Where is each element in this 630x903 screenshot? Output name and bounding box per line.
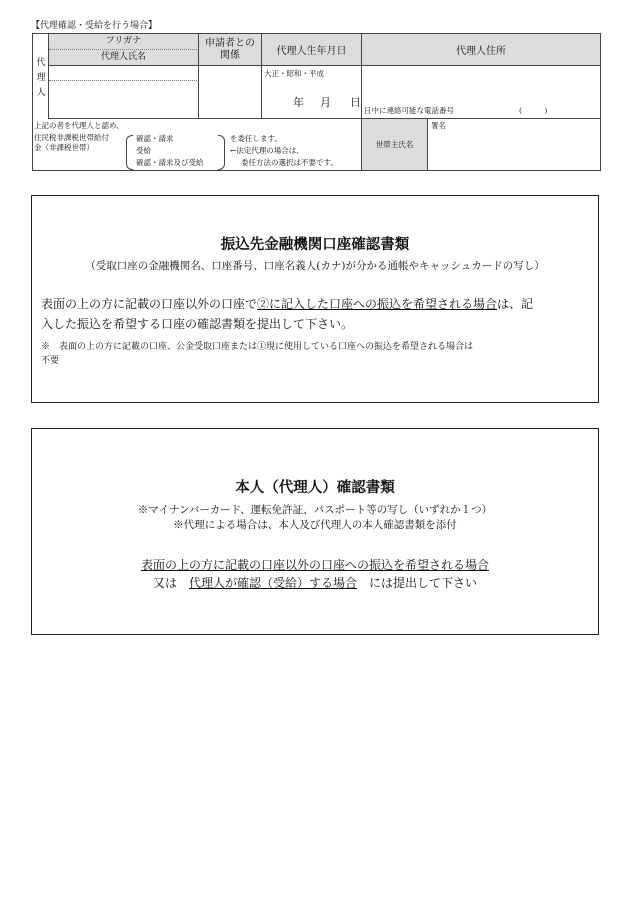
birthdate-input[interactable]: [262, 66, 362, 119]
era-options: 大正・昭和・平成: [264, 69, 324, 78]
side-char-1: 代: [36, 58, 46, 68]
delegation-line: 上記の者を代理人と認め、: [34, 121, 124, 130]
bank-box-body-line-2: 入した振込を希望する口座の確認書類を提出して下さい。: [41, 317, 354, 331]
condition-1: 表面の上の方に記載の口座以外の口座への振込を希望される場合: [140, 558, 489, 572]
month-unit: 月: [320, 96, 331, 109]
option-receive[interactable]: 受給: [136, 146, 151, 155]
delegate-text-3: 委任方法の選択は不要です。: [241, 158, 338, 167]
year-unit: 年: [293, 96, 304, 109]
id-box-condition-2: [32, 574, 598, 591]
bank-box-body-line-1: [41, 295, 533, 312]
relation-input[interactable]: [199, 66, 262, 119]
left-brace: [126, 135, 133, 170]
right-brace: [218, 135, 225, 170]
condition-2: 代理人が確認（受給）する場合: [188, 576, 357, 590]
relation-line-2: 関係: [220, 50, 240, 61]
bank-box-note-line-1: ※ 表面の上の方に記載の口座、公金受取口座または①現に使用している口座への振込を希望される場合は: [41, 342, 474, 352]
bank-box-subtitle: （受取口座の金融機関名、口座番号、口座名義人(カナ)が分かる通帳やキャッシュカードの写し）: [85, 260, 545, 272]
phone-label: 日中に連絡可能な電話番号: [364, 106, 454, 115]
agent-side-cell: [33, 34, 49, 119]
body-after: は、記: [497, 297, 534, 311]
delegate-text-2: ←法定代理の場合は、: [230, 146, 304, 155]
address-header: 代理人住所: [362, 34, 600, 66]
side-char-3: 人: [36, 88, 46, 98]
section-label: 【代理確認・受給を行う場合】: [31, 21, 158, 31]
body-circled: ②: [257, 297, 270, 311]
benefit-line-2: 金（非課税世帯）: [34, 143, 94, 152]
benefit-line-1: 住民税非課税世帯給付: [34, 133, 109, 142]
bank-box-title: 振込先金融機関口座確認書類: [220, 236, 410, 253]
bank-box-note-line-2: 不要: [41, 356, 60, 366]
id-box-line-1: ※マイナンバーカード、運転免許証、パスポート等の写し（いずれか１つ）: [137, 504, 493, 516]
delegate-text-1: を委任します。: [230, 134, 282, 143]
id-box-title: 本人（代理人）確認書類: [235, 479, 395, 496]
option-confirm-and-receive[interactable]: 確認・請求及び受給: [136, 158, 204, 167]
side-char-2: 理: [36, 73, 46, 83]
body-underlined: に記入した口座への振込を希望される場合: [269, 297, 498, 311]
delegation-cell: [33, 119, 362, 170]
agent-form-table: [32, 33, 601, 171]
furigana-input[interactable]: [49, 66, 199, 81]
address-input[interactable]: [362, 66, 600, 119]
bank-document-box: [31, 195, 599, 403]
birthdate-header: 代理人生年月日: [262, 34, 362, 66]
option-confirm-request[interactable]: 確認・請求: [136, 134, 174, 143]
furigana-header: フリガナ: [49, 34, 199, 50]
day-unit: 日: [350, 96, 361, 109]
relation-line-1: 申請者との: [205, 38, 255, 49]
body-before: 表面の上の方に記載の口座以外の口座で: [41, 297, 258, 311]
signature-label: 署名: [431, 121, 446, 130]
phone-field[interactable]: ( ): [519, 106, 548, 115]
agent-name-input[interactable]: [49, 81, 199, 119]
signature-field[interactable]: [428, 119, 600, 170]
id-document-box: [31, 428, 599, 635]
closing-text: には提出して下さい: [369, 576, 478, 590]
relation-header: [199, 34, 262, 66]
householder-label: 世帯主氏名: [362, 119, 428, 170]
id-box-line-2: ※代理による場合は、本人及び代理人の本人確認書類を添付: [173, 519, 457, 531]
or-word: 又は: [152, 576, 177, 590]
agent-name-header: 代理人氏名: [49, 50, 199, 66]
id-box-condition-1: [32, 556, 598, 573]
